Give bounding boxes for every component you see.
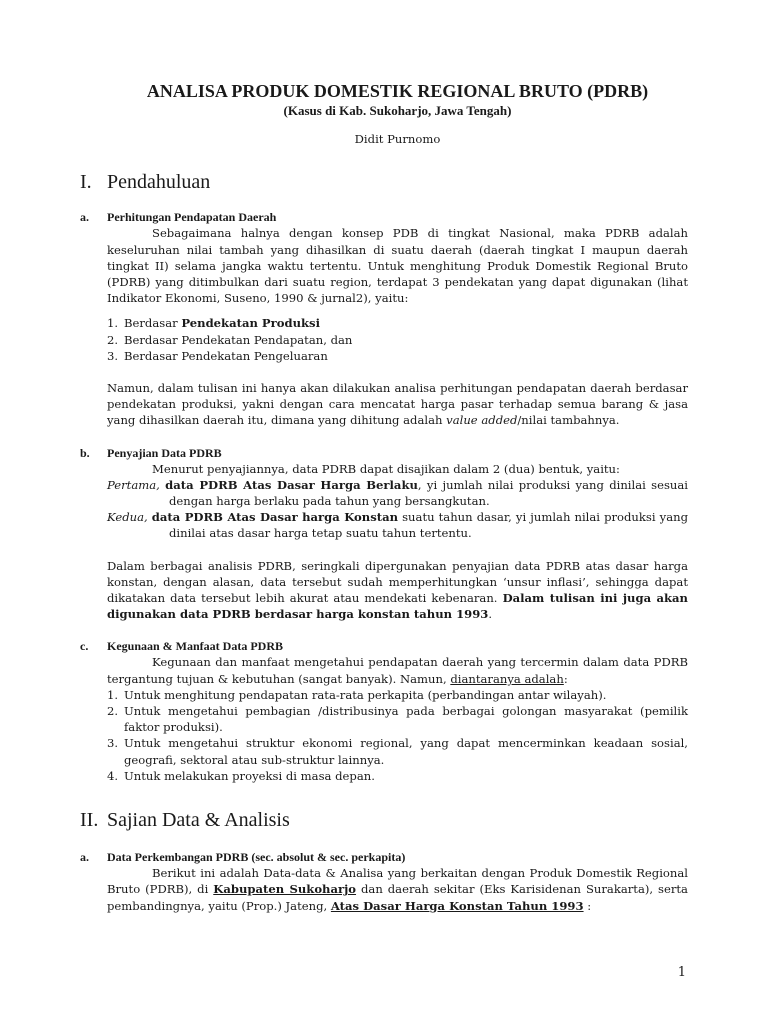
subsection-1c-heading bbox=[80, 638, 688, 654]
document-subtitle: (Kasus di Kab. Sukoharjo, Jawa Tengah) bbox=[283, 103, 512, 118]
subsection-2a-title: Data Perkembangan PDRB (sec. absolut & sec. perkapita) bbox=[107, 850, 406, 865]
subsection-2a-heading bbox=[80, 849, 688, 865]
kedua-definition: Kedua, data PDRB Atas Dasar harga Konstan suatu tahun dasar, yi jumlah nilai produksi yang dinilai atas dasar harga tetap suatu tahun tertentu. bbox=[107, 510, 689, 541]
subsection-1b-title: Penyajian Data PDRB bbox=[107, 445, 222, 460]
subsection-1a-heading bbox=[80, 209, 688, 225]
section-1-title: Pendahuluan bbox=[107, 171, 211, 194]
list-item: 2. Untuk mengetahui pembagian /distribusinya pada berbagai golongan masyarakat (pemilik faktor produksi). bbox=[107, 704, 688, 735]
subsection-1a-paragraph-2: Namun, dalam tulisan ini hanya akan dilakukan analisa perhitungan pendapatan daerah berdasar pendekatan produksi, yakni dengan cara mencatat harga pasar terhadap semua barang & jasa yang dihasilkan daerah itu, dimana yang dihitung adalah value added/nilai tambahnya. bbox=[107, 381, 688, 428]
subsection-1b-letter: b. bbox=[80, 445, 90, 460]
section-1-number: I. bbox=[80, 171, 92, 194]
section-2-heading bbox=[80, 808, 688, 832]
subsection-1b-heading bbox=[80, 445, 688, 461]
list-item: 2. Berdasar Pendekatan Pendapatan, dan bbox=[107, 332, 353, 347]
pertama-definition: Pertama, data PDRB Atas Dasar Harga Berlaku, yi jumlah nilai produksi yang dinilai sesuai dengan harga berlaku pada tahun yang bersangkutan. bbox=[107, 477, 689, 509]
subsection-1a-paragraph: Sebagaimana halnya dengan konsep PDB di tingkat Nasional, maka PDRB adalah keseluruhan nilai tambah yang dihasilkan di suatu daerah (daerah tingkat I maupun daerah tingkat II) selama jangka waktu tertentu. Untuk menghitung Produk Domestik Regional Bruto (PDRB) yang ditimbulkan dari suatu region, terdapat 3 pendekatan yang dapat digunakan (lihat Indikator Ekonomi, Suseno, 1990 & jurnal2), yaitu: bbox=[107, 226, 688, 306]
subsection-1a-title: Perhitungan Pendapatan Daerah bbox=[107, 210, 277, 225]
emphasis-text: Pendekatan Produksi bbox=[181, 316, 320, 331]
list-item: 1. Untuk menghitung pendapatan rata-rata perkapita (perbandingan antar wilayah). bbox=[107, 687, 607, 702]
subsection-1b-intro: Menurut penyajiannya, data PDRB dapat disajikan dalam 2 (dua) bentuk, yaitu: bbox=[152, 461, 620, 476]
emphasis-text: Atas Dasar Harga Konstan Tahun 1993 bbox=[330, 898, 584, 913]
subsection-2a-paragraph: Berikut ini adalah Data-data & Analisa yang berkaitan dengan Produk Domestik Regional Bruto (PDRB), di Kabupaten Sukoharjo dan daerah sekitar (Eks Karisidenan Surakarta), serta pembandingnya, yaitu (Prop.) Jateng, Atas Dasar Harga Konstan Tahun 1993 : bbox=[107, 866, 688, 913]
list-item: 1. Berdasar Pendekatan Produksi bbox=[107, 316, 320, 331]
list-item: 4. Untuk melakukan proyeksi di masa depan. bbox=[107, 768, 375, 783]
document-title: ANALISA PRODUK DOMESTIK REGIONAL BRUTO (PDRB) bbox=[146, 81, 649, 101]
subsection-1b-paragraph: Dalam berbagai analisis PDRB, seringkali dipergunakan penyajian data PDRB atas dasar harga konstan, dengan alasan, data tersebut sudah memperhitungkan ‘unsur inflasi’, sehingga dapat dikatakan data tersebut lebih akurat atau mendekati kebenaran. Dalam tulisan ini juga akan digunakan data PDRB berdasar harga konstan tahun 1993. bbox=[107, 558, 688, 622]
section-2-title: Sajian Data & Analisis bbox=[107, 809, 290, 832]
emphasis-text: Kabupaten Sukoharjo bbox=[213, 882, 357, 897]
list-item: 3. Untuk mengetahui struktur ekonomi regional, yang dapat mencerminkan keadaan sosial, geografi, sektoral atau sub-struktur lainnya. bbox=[107, 736, 688, 767]
usage-list bbox=[107, 687, 688, 784]
subsection-1c-title: Kegunaan & Manfaat Data PDRB bbox=[107, 639, 283, 654]
subsection-1c-paragraph: Kegunaan dan manfaat mengetahui pendapatan daerah yang tercermin dalam data PDRB tergantung tujuan & kebutuhan (sangat banyak). Namun, diantaranya adalah: bbox=[107, 655, 688, 686]
approach-list bbox=[107, 315, 688, 364]
subsection-1a-letter: a. bbox=[80, 210, 89, 225]
subsection-2a-letter: a. bbox=[80, 850, 89, 865]
section-1-heading bbox=[80, 170, 688, 194]
page-number: 1 bbox=[677, 965, 686, 980]
section-2-number: II. bbox=[80, 809, 99, 832]
subsection-1c-letter: c. bbox=[80, 639, 89, 654]
list-item: 3. Berdasar Pendekatan Pengeluaran bbox=[107, 348, 328, 363]
author: Didit Purnomo bbox=[354, 132, 441, 147]
